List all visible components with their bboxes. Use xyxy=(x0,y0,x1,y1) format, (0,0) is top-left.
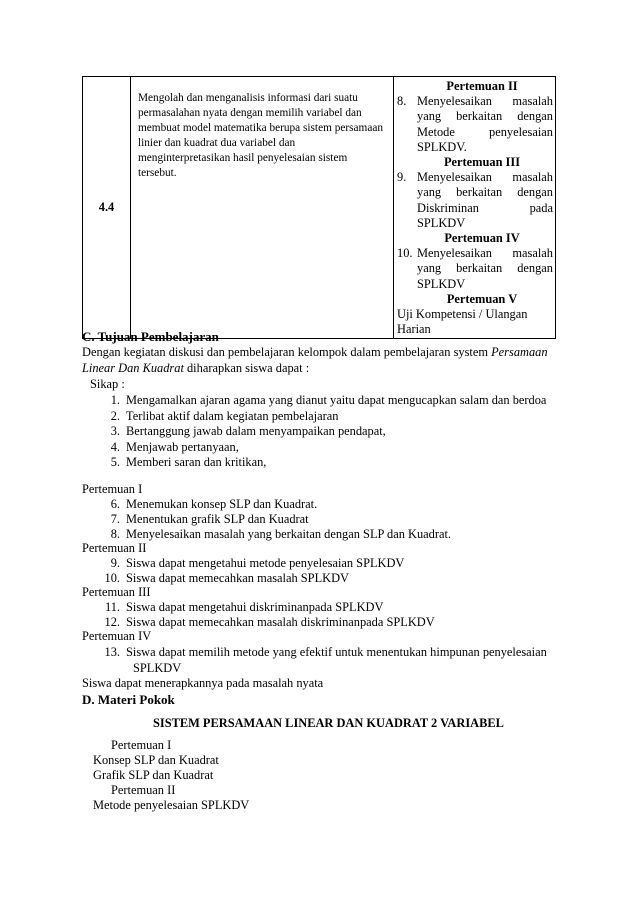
list-item-text: Siswa dapat memecahkan masalah diskriminanpada SPLKDV xyxy=(126,614,435,629)
section-d-heading: D. Materi Pokok xyxy=(82,692,175,707)
list-item-text: Bertanggung jawab dalam menyampaikan pendapat, xyxy=(126,424,386,438)
kd-number: 4.4 xyxy=(83,77,131,339)
list-item xyxy=(101,424,386,439)
indicator-item xyxy=(397,170,553,231)
kd-description: Mengolah dan menganalisis informasi dari suatu permasalahan nyata dengan memilih variabel dan membuat model matematika berupa sistem persamaan linier dan kuadrat dua variabel dan menginterpretasikan hasil penyelesaian sistem tersebut. xyxy=(131,77,394,339)
list-item-continuation: SPLKDV xyxy=(133,661,182,675)
indicator-text: Menyelesaikan masalah yang berkaitan dengan Diskriminan pada SPLKDV xyxy=(417,170,553,230)
list-item-text: Mengamalkan ajaran agama yang dianut yaitu dapat mengucapkan salam dan berdoa xyxy=(126,393,547,407)
list-item xyxy=(101,512,309,527)
intro-italic: Persamaan xyxy=(491,345,548,359)
list-item-number: 3. xyxy=(110,424,120,438)
uji-kompetensi-line2: Harian xyxy=(397,322,431,337)
list-item-text: Menyelesaikan masalah yang berkaitan dengan SLP dan Kuadrat. xyxy=(126,526,452,541)
list-item xyxy=(101,409,338,424)
indicator-meeting-3: Pertemuan III xyxy=(443,155,521,170)
list-item-number: 12. xyxy=(104,614,120,629)
list-item xyxy=(101,393,546,408)
list-item xyxy=(101,600,383,615)
list-item-number: 11. xyxy=(104,600,120,614)
section-c-intro-line1 xyxy=(82,345,548,360)
list-item-text: Siswa dapat mengetahui diskriminanpada SPLKDV xyxy=(126,600,384,614)
table-row xyxy=(83,77,556,339)
intro-text: Dengan kegiatan diskusi dan pembelajaran kelompok dalam pembelajaran system xyxy=(82,345,492,359)
indicator-meeting-2: Pertemuan II xyxy=(446,79,518,93)
list-item-text: Terlibat aktif dalam kegiatan pembelajaran xyxy=(126,408,339,423)
list-item-text: Memberi saran dan kritikan, xyxy=(126,455,267,469)
list-item-text: Siswa dapat memecahkan masalah SPLKDV xyxy=(126,570,349,585)
list-item xyxy=(101,497,317,512)
list-item-number: 13. xyxy=(104,645,120,659)
pertemuan-3-label: Pertemuan III xyxy=(82,585,151,599)
indicator-meeting-5: Pertemuan V xyxy=(446,291,518,306)
indicator-cell xyxy=(394,77,556,339)
list-item-number: 2. xyxy=(110,408,120,423)
list-item-number: 10. xyxy=(104,570,120,585)
materi-title: SISTEM PERSAMAAN LINEAR DAN KUADRAT 2 VARIABEL xyxy=(153,716,504,730)
section-c-heading: C. Tujuan Pembelajaran xyxy=(82,329,219,344)
indicator-text: Menyelesaikan masalah yang berkaitan dengan SPLKDV xyxy=(417,246,553,291)
indicator-number: 8. xyxy=(397,94,407,109)
list-item-number: 8. xyxy=(110,526,120,541)
section-c-closing: Siswa dapat menerapkannya pada masalah nyata xyxy=(82,676,324,690)
list-item-text: Siswa dapat mengetahui metode penyelesaian SPLKDV xyxy=(126,556,405,570)
pertemuan-2-label: Pertemuan II xyxy=(82,541,147,555)
kd-table xyxy=(82,76,556,339)
uji-kompetensi-line1: Uji Kompetensi / Ulangan xyxy=(397,307,528,322)
indicator-item xyxy=(397,246,553,292)
list-item-text: Menentukan grafik SLP dan Kuadrat xyxy=(126,511,309,526)
indicator-meeting-4: Pertemuan IV xyxy=(444,231,520,246)
section-c-intro-line2 xyxy=(82,361,309,376)
list-item xyxy=(101,556,404,571)
sikap-label: Sikap : xyxy=(90,377,125,391)
intro-text: diharapkan siswa dapat : xyxy=(183,361,310,375)
list-item-number: 5. xyxy=(110,455,120,469)
materi-item: Konsep SLP dan Kuadrat xyxy=(93,753,219,767)
materi-item: Metode penyelesaian SPLKDV xyxy=(93,798,250,812)
list-item-text: Menemukan konsep SLP dan Kuadrat. xyxy=(126,497,318,511)
pertemuan-1-label: Pertemuan I xyxy=(82,482,143,496)
list-item xyxy=(101,645,547,660)
materi-pertemuan-2: Pertemuan II xyxy=(111,783,176,797)
list-item-number: 1. xyxy=(110,393,120,407)
pertemuan-4-label: Pertemuan IV xyxy=(82,629,152,643)
materi-pertemuan-1: Pertemuan I xyxy=(111,738,172,752)
list-item-text: Menjawab pertanyaan, xyxy=(126,439,239,454)
list-item-number: 7. xyxy=(110,511,120,526)
list-item-text: Siswa dapat memilih metode yang efektif untuk menentukan himpunan penyelesaian xyxy=(126,645,547,659)
intro-italic: Linear Dan Kuadrat xyxy=(82,361,184,375)
list-item xyxy=(101,455,266,470)
list-item-number: 4. xyxy=(110,439,120,454)
list-item xyxy=(101,571,349,586)
indicator-number: 9. xyxy=(397,170,407,185)
materi-item: Grafik SLP dan Kuadrat xyxy=(93,768,214,782)
list-item-number: 9. xyxy=(110,556,120,570)
indicator-item xyxy=(397,94,553,155)
list-item-number: 6. xyxy=(110,497,120,511)
list-item xyxy=(101,440,239,455)
indicator-text: Menyelesaikan masalah yang berkaitan dengan Metode penyelesaian SPLKDV. xyxy=(417,94,553,154)
list-item xyxy=(101,527,451,542)
list-item xyxy=(101,615,435,630)
indicator-number: 10. xyxy=(397,246,413,261)
